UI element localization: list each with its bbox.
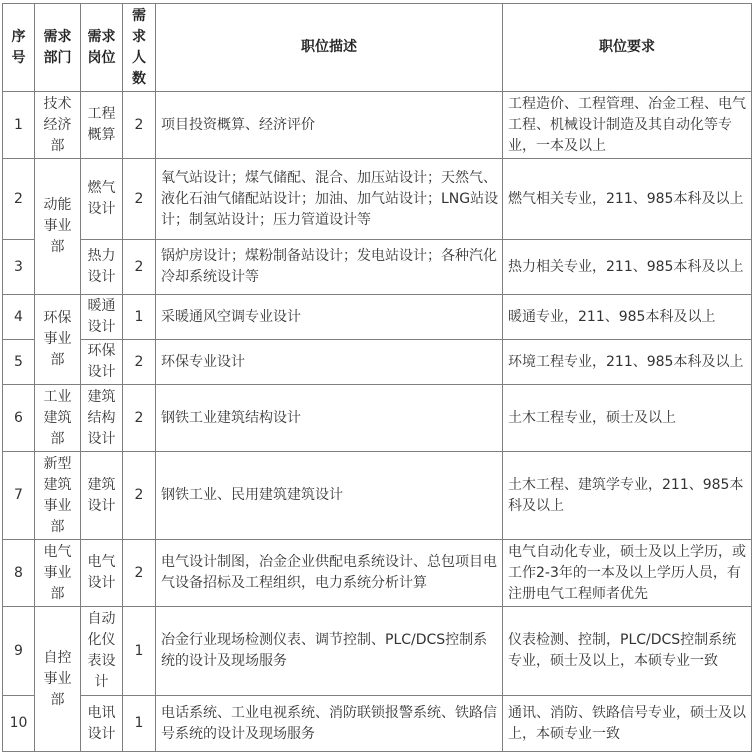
table-row [3,385,752,452]
row-dept: 环保事业部 [35,295,81,385]
row-req: 工程造价、工程管理、冶金工程、电气工程、机械设计制造及其自动化等专业，一本及以上 [503,92,752,159]
row-dept: 动能事业部 [35,159,81,295]
row-post: 建筑设计 [81,452,123,540]
row-req: 暖通专业，211、985本科及以上 [503,295,752,340]
table-row [3,295,752,340]
row-seq: 3 [3,240,35,295]
row-req: 通讯、消防、铁路信号专业，硕士及以上，本硕专业一致 [503,696,752,752]
table-row [3,92,752,159]
header-dept: 需求部门 [35,4,81,92]
row-count: 2 [123,340,156,385]
header-count: 需求人数 [123,4,156,92]
row-seq: 1 [3,92,35,159]
table-row [3,607,752,696]
row-req: 仪表检测、控制，PLC/DCS控制系统专业，硕士及以上，本硕专业一致 [503,607,752,696]
row-seq: 10 [3,696,35,752]
row-dept: 工业建筑部 [35,385,81,452]
row-count: 2 [123,240,156,295]
row-dept: 新型建筑事业部 [35,452,81,540]
table-row [3,696,752,752]
row-seq: 8 [3,540,35,607]
header-req: 职位要求 [503,4,752,92]
row-desc: 氧气站设计；煤气储配、混合、加压站设计；天然气、液化石油气储配站设计；加油、加气站设计；LNG站设计；制氢站设计；压力管道设计等 [156,159,503,240]
row-req: 土木工程、建筑学专业，211、985本科及以上 [503,452,752,540]
row-dept: 技术经济部 [35,92,81,159]
table-row [3,540,752,607]
row-seq: 2 [3,159,35,240]
row-req: 热力相关专业，211、985本科及以上 [503,240,752,295]
job-table [2,3,752,752]
row-count: 2 [123,159,156,240]
header-desc: 职位描述 [156,4,503,92]
row-post: 环保设计 [81,340,123,385]
row-seq: 9 [3,607,35,696]
row-count: 2 [123,92,156,159]
row-req: 土木工程专业，硕士及以上 [503,385,752,452]
row-count: 2 [123,540,156,607]
row-desc: 采暖通风空调专业设计 [156,295,503,340]
row-dept: 自控事业部 [35,607,81,752]
table-row [3,240,752,295]
row-desc: 锅炉房设计；煤粉制备站设计；发电站设计；各种汽化冷却系统设计等 [156,240,503,295]
row-desc: 冶金行业现场检测仪表、调节控制、PLC/DCS控制系统的设计及现场服务 [156,607,503,696]
row-desc: 钢铁工业建筑结构设计 [156,385,503,452]
row-post: 建筑结构设计 [81,385,123,452]
row-desc: 环保专业设计 [156,340,503,385]
row-count: 2 [123,452,156,540]
row-desc: 项目投资概算、经济评价 [156,92,503,159]
row-seq: 5 [3,340,35,385]
header-post: 需求岗位 [81,4,123,92]
row-seq: 6 [3,385,35,452]
row-dept: 电气事业部 [35,540,81,607]
row-post: 电讯设计 [81,696,123,752]
row-post: 工程概算 [81,92,123,159]
header-row [3,4,752,92]
row-req: 电气自动化专业，硕士及以上学历，或工作2-3年的一本及以上学历人员，有注册电气工程师者优先 [503,540,752,607]
row-count: 1 [123,295,156,340]
row-post: 自动化仪表设计 [81,607,123,696]
row-count: 1 [123,696,156,752]
table-row [3,340,752,385]
row-desc: 电气设计制图，冶金企业供配电系统设计、总包项目电气设备招标及工程组织，电力系统分析计算 [156,540,503,607]
row-count: 2 [123,385,156,452]
row-post: 热力设计 [81,240,123,295]
table-row [3,452,752,540]
row-post: 暖通设计 [81,295,123,340]
row-seq: 7 [3,452,35,540]
row-req: 环境工程专业，211、985本科及以上 [503,340,752,385]
row-post: 电气设计 [81,540,123,607]
row-desc: 钢铁工业、民用建筑建筑设计 [156,452,503,540]
table-row [3,159,752,240]
row-post: 燃气设计 [81,159,123,240]
row-req: 燃气相关专业，211、985本科及以上 [503,159,752,240]
row-count: 1 [123,607,156,696]
row-seq: 4 [3,295,35,340]
header-seq: 序号 [3,4,35,92]
row-desc: 电话系统、工业电视系统、消防联锁报警系统、铁路信号系统的设计及现场服务 [156,696,503,752]
